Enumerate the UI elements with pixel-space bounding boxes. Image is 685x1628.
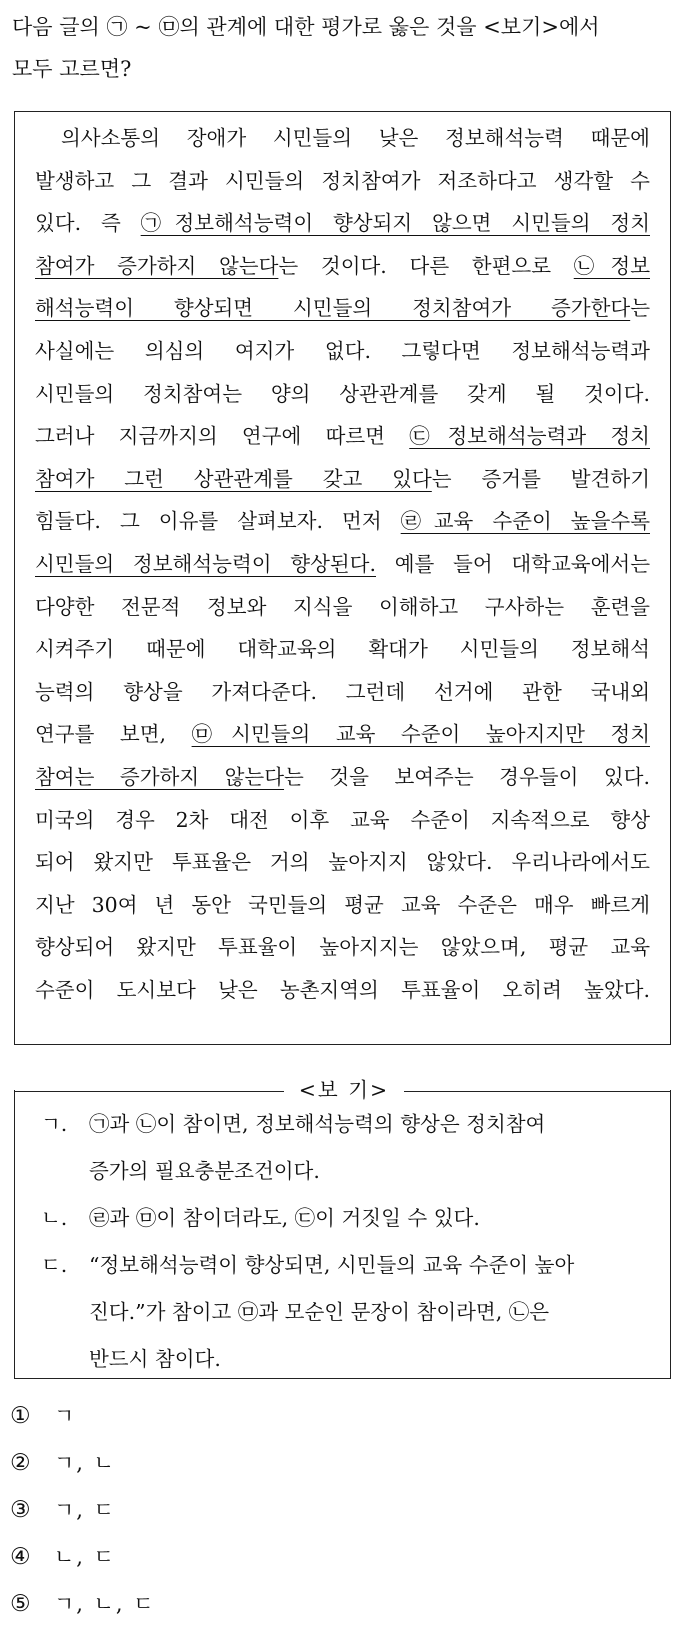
passage-text: 시켜주기 때문에 대학교육의 확대가 시민들의 정보해석 [35, 637, 650, 662]
underlined-claim: 참여가 그런 상관관계를 갖고 있다 [35, 466, 432, 491]
underlined-claim: ㉠정보해석능력이 향상되지 않으면 시민들의 정치 [140, 211, 650, 236]
bogi-item-mark: ㄴ. [41, 1206, 68, 1230]
choice-number: ⑤ [10, 1591, 31, 1617]
passage-text: 다양한 전문적 정보와 지식을 이해하고 구사하는 훈련을 [35, 594, 650, 619]
passage-text: 그러나 지금까지의 연구에 따르면 [35, 424, 410, 449]
passage-line [35, 548, 650, 580]
passage-text: 는 증거를 발견하기 [431, 466, 650, 491]
choice-answer: ㄱ, ㄴ [54, 1451, 116, 1475]
passage-text: 예를 들어 대학교육에서는 [376, 552, 650, 576]
passage-line [35, 591, 650, 623]
answer-choice[interactable] [10, 1487, 410, 1534]
passage-line [35, 165, 650, 197]
bogi-item [41, 1241, 648, 1382]
passage-text: 사실에는 의심의 여지가 없다. 그렇다면 정보해석능력과 [35, 339, 650, 363]
choice-number: ② [10, 1450, 31, 1476]
passage-line [35, 846, 650, 878]
passage-text: 는 것을 보여주는 경우들이 있다. [284, 765, 650, 789]
underlined-claim: 참여가 증가하지 않는다 [35, 253, 279, 278]
bogi-item-line: ㉣과 ㉤이 참이더라도, ㉢이 거짓일 수 있다. [89, 1206, 480, 1230]
passage-text: 시민들의 정치참여는 양의 상관관계를 갖게 될 것이다. [35, 381, 650, 406]
choice-answer: ㄱ [54, 1404, 77, 1428]
answer-choices [10, 1393, 410, 1628]
passage-line [61, 122, 650, 154]
passage-line [35, 761, 650, 793]
passage-line [35, 676, 650, 708]
passage-line [35, 633, 650, 665]
passage-line [35, 207, 650, 239]
passage-text: 힘들다. 그 이유를 살펴보자. 먼저 [35, 509, 401, 534]
passage-line [35, 335, 650, 367]
passage-line [35, 804, 650, 836]
bogi-item-mark: ㄱ. [41, 1112, 68, 1136]
underlined-claim: 해석능력이 향상되면 시민들의 정치참여가 증가한다 [35, 296, 631, 321]
passage-line [35, 378, 650, 410]
choice-answer: ㄴ, ㄷ [54, 1545, 116, 1569]
choice-number: ④ [10, 1544, 31, 1570]
passage-text: 연구를 보면, [35, 722, 192, 747]
passage-box [14, 111, 671, 1045]
passage-line [35, 931, 650, 963]
passage-text: 능력의 향상을 가져다준다. 그런데 선거에 관한 국내외 [35, 679, 650, 704]
bogi-item-line: 증가의 필요충분조건이다. [89, 1159, 320, 1183]
bogi-item-mark: ㄷ. [41, 1253, 68, 1277]
passage-text: 는 것이다. 다른 한편으로 [278, 253, 574, 278]
underlined-claim: ㉣교육 수준이 높을수록 [400, 509, 650, 534]
question-line-1: 다음 글의 ㉠ ~ ㉤의 관계에 대한 평가로 옳은 것을 <보기>에서 [12, 15, 600, 39]
passage-text: 있다. 즉 [35, 211, 141, 236]
bogi-item-line: 반드시 참이다. [89, 1347, 221, 1371]
underlined-claim: 참여는 증가하지 않는다 [35, 765, 285, 789]
passage-text: 의사소통의 장애가 시민들의 낮은 정보해석능력 때문에 [61, 126, 650, 150]
passage-text: 수준이 도시보다 낮은 농촌지역의 투표율이 오히려 높았다. [35, 978, 650, 1002]
passage-text: 향상되어 왔지만 투표율이 높아지지는 않았으며, 평균 교육 [35, 935, 650, 960]
passage-text: 는 [630, 296, 650, 321]
underlined-claim: ㉤시민들의 교육 수준이 높아지지만 정치 [191, 722, 650, 747]
passage-line [35, 420, 650, 452]
passage-line [35, 250, 650, 282]
underlined-claim: ㉡정보 [573, 253, 650, 278]
passage-text: 미국의 경우 2차 대전 이후 교육 수준이 지속적으로 향상 [35, 807, 650, 832]
passage-text: 지난 30여 년 동안 국민들의 평균 교육 수준은 매우 빠르게 [35, 892, 650, 917]
choice-number: ③ [10, 1497, 31, 1523]
passage-line [35, 292, 650, 324]
passage-line [35, 463, 650, 495]
bogi-item [41, 1100, 648, 1194]
passage-line [35, 889, 650, 921]
bogi-title: <보 기> [296, 1073, 392, 1107]
answer-choice[interactable] [10, 1440, 410, 1487]
bogi-item-line: “정보해석능력이 향상되면, 시민들의 교육 수준이 높아 [89, 1253, 575, 1277]
bogi-item-line: 진다.”가 참이고 ㉤과 모순인 문장이 참이라면, ㉡은 [89, 1300, 550, 1324]
bogi-item-line: ㉠과 ㉡이 참이면, 정보해석능력의 향상은 정치참여 [89, 1112, 546, 1136]
answer-choice[interactable] [10, 1534, 410, 1581]
choice-answer: ㄱ, ㄴ, ㄷ [54, 1592, 156, 1616]
question-line-2: 모두 고르면? [12, 57, 132, 81]
answer-choice[interactable] [10, 1393, 410, 1440]
choice-number: ① [10, 1403, 31, 1429]
bogi-item-text [89, 1194, 648, 1241]
passage-line [35, 718, 650, 750]
bogi-item-text [89, 1241, 648, 1382]
choice-answer: ㄱ, ㄷ [54, 1498, 116, 1522]
bogi-item-text [89, 1100, 648, 1194]
bogi-item [41, 1194, 648, 1241]
passage-text: 되어 왔지만 투표율은 거의 높아지지 않았다. 우리나라에서도 [35, 850, 650, 875]
question-stem [12, 6, 672, 90]
underlined-claim: ㉢정보해석능력과 정치 [409, 424, 650, 449]
passage-text: 발생하고 그 결과 시민들의 정치참여가 저조하다고 생각할 수 [35, 168, 650, 193]
bogi-box [14, 1090, 671, 1379]
underlined-claim: 시민들의 정보해석능력이 향상된다. [35, 552, 376, 576]
passage-line [35, 505, 650, 537]
passage-line [35, 974, 650, 1006]
